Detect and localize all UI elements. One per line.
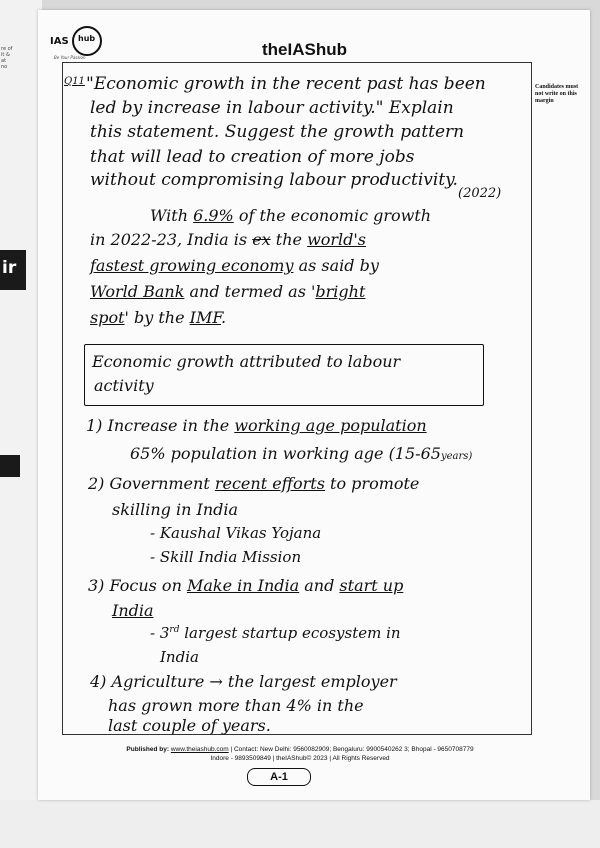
point-2-sub-2: - Skill India Mission bbox=[150, 548, 302, 566]
question-line-4: that will lead to creation of more jobs bbox=[90, 147, 415, 167]
adjacent-page-label: ir bbox=[2, 258, 17, 278]
intro-line-3 bbox=[90, 256, 379, 275]
footer-line-2: Indore - 9893509849 | theIAShub© 2023 | All Rights Reserved bbox=[210, 755, 390, 762]
intro-text-underlined: world's bbox=[307, 230, 367, 249]
point-text-underlined: Make in India bbox=[186, 576, 300, 595]
point-2 bbox=[88, 474, 419, 493]
margin-instruction: Candidates must not write on this margin bbox=[535, 84, 579, 104]
intro-text: in 2022-23, India is bbox=[90, 230, 253, 249]
point-2-sub-1: - Kaushal Vikas Yojana bbox=[150, 524, 322, 542]
intro-text-underlined: World Bank bbox=[90, 282, 185, 301]
adjacent-page-text: re of it & at no bbox=[1, 46, 13, 70]
box-heading-line-1: Economic growth attributed to labour bbox=[92, 352, 401, 371]
adjacent-page-strip bbox=[0, 0, 42, 848]
intro-text-underlined: IMF bbox=[189, 308, 221, 327]
question-year: (2022) bbox=[458, 186, 502, 201]
intro-text: With bbox=[150, 206, 194, 225]
point-4-line-2: has grown more than 4% in the bbox=[108, 696, 364, 715]
intro-line-2 bbox=[90, 230, 366, 249]
point-text: 3) Focus on bbox=[88, 576, 187, 595]
intro-line-1 bbox=[150, 206, 431, 225]
growth-rate: 6.9% bbox=[193, 206, 234, 225]
point-2-continued: skilling in India bbox=[112, 500, 239, 519]
question-line-1: "Economic growth in the recent past has been bbox=[86, 74, 486, 94]
margin-rule-top bbox=[62, 62, 532, 63]
logo-ias-text: IAS bbox=[50, 36, 69, 47]
footer-contact: | Contact: New Delhi: 9560082909; Bengaluru: 9900540262 3; Bhopal - 9650708779 bbox=[228, 746, 474, 753]
point-text-small: years) bbox=[440, 451, 473, 462]
margin-rule-right bbox=[531, 62, 532, 734]
point-text-underlined: recent efforts bbox=[214, 474, 325, 493]
intro-text-underlined: fastest growing economy bbox=[90, 256, 294, 275]
point-3-sub-1-continued: India bbox=[160, 648, 199, 666]
point-text-underlined: start up bbox=[339, 576, 404, 595]
question-line-2: led by increase in labour activity." Explain bbox=[90, 98, 454, 118]
question-line-5: without compromising labour productivity. bbox=[90, 170, 458, 190]
intro-text: as said by bbox=[293, 256, 379, 275]
point-text: 2) Government bbox=[88, 474, 215, 493]
intro-text: and termed as ' bbox=[184, 282, 316, 301]
point-text-underlined: working age population bbox=[234, 416, 427, 435]
footer-label: Published by: bbox=[126, 746, 171, 753]
logo-hub-text: hub bbox=[78, 34, 96, 43]
adjacent-page-tab-lower bbox=[0, 455, 20, 477]
point-text: - 3 bbox=[150, 624, 170, 642]
intro-text-underlined: spot bbox=[90, 308, 125, 327]
iashub-logo bbox=[50, 26, 106, 60]
point-1-detail bbox=[130, 444, 472, 463]
brand-title: theIAShub bbox=[262, 40, 347, 59]
intro-text: ' by the bbox=[124, 308, 190, 327]
intro-line-5 bbox=[90, 308, 226, 327]
question-line-3: this statement. Suggest the growth pattern bbox=[90, 122, 465, 142]
struck-text: ex bbox=[252, 230, 271, 249]
point-text: 1) Increase in the bbox=[86, 416, 235, 435]
question-number: Q11 bbox=[64, 76, 85, 87]
point-3-continued: India bbox=[112, 601, 154, 620]
intro-text: the bbox=[270, 230, 308, 249]
point-1 bbox=[86, 416, 427, 435]
point-3 bbox=[88, 576, 403, 595]
intro-text: of the economic growth bbox=[233, 206, 432, 225]
intro-text: . bbox=[220, 308, 227, 327]
point-4-line-3: last couple of years. bbox=[108, 716, 271, 735]
intro-line-4 bbox=[90, 282, 365, 301]
margin-rule-left bbox=[62, 62, 63, 734]
publisher-footer bbox=[70, 745, 530, 763]
footer-line-1 bbox=[70, 745, 530, 754]
point-text: to promote bbox=[324, 474, 420, 493]
logo-tagline: Be Your Passion bbox=[54, 55, 86, 60]
page-number: A-1 bbox=[247, 768, 311, 786]
point-text: and bbox=[299, 576, 340, 595]
intro-text-underlined: bright bbox=[315, 282, 366, 301]
point-text: 65% population in working age (15-65 bbox=[130, 444, 441, 463]
point-text-superscript: rd bbox=[169, 625, 180, 635]
point-4: 4) Agriculture → the largest employer bbox=[90, 672, 397, 691]
box-heading-line-2: activity bbox=[94, 376, 154, 395]
point-text: largest startup ecosystem in bbox=[179, 624, 401, 642]
website-link[interactable]: www.theiashub.com bbox=[170, 746, 229, 753]
point-3-sub-1 bbox=[150, 624, 401, 642]
scan-background bbox=[0, 800, 600, 848]
